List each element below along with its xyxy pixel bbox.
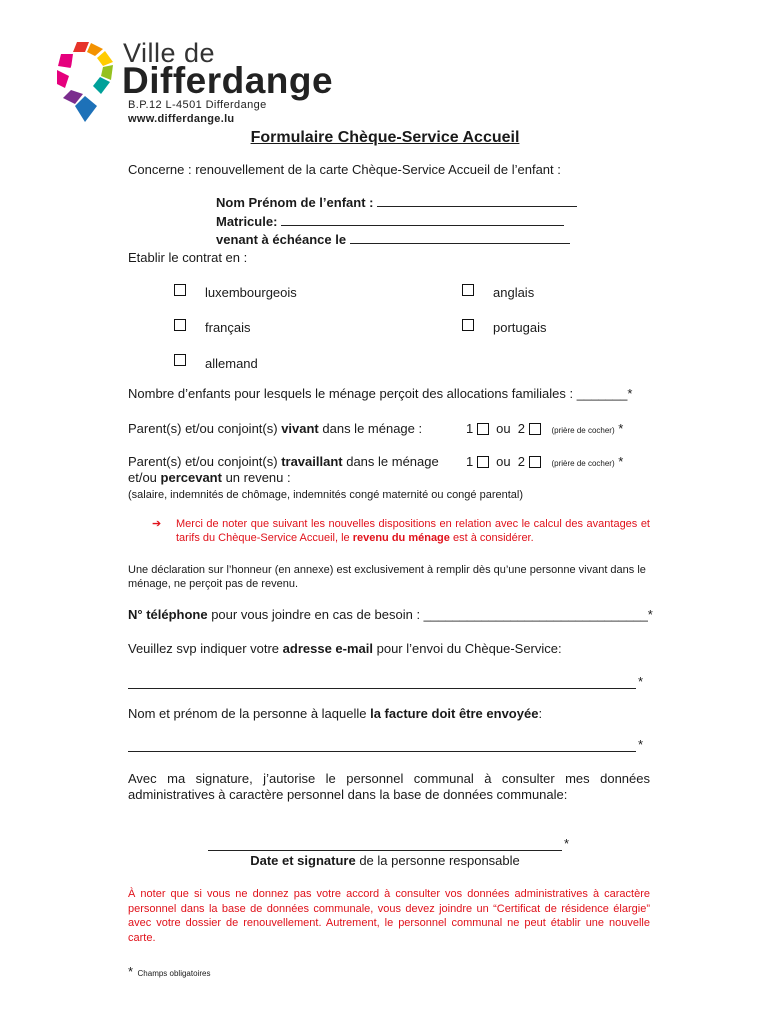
- child-name-row: [216, 194, 577, 211]
- living-or: ou: [496, 421, 511, 436]
- signature-bold: Date et signature: [250, 853, 356, 868]
- parents-working-choices: [466, 454, 623, 472]
- checkbox-luxembourgeois[interactable]: [174, 284, 186, 296]
- parents-living-pre: Parent(s) et/ou conjoint(s): [128, 421, 282, 436]
- concerne-text: Concerne : renouvellement de la carte Chèque-Service Accueil de l’enfant :: [128, 162, 561, 177]
- parents-working-bold: travaillant: [281, 454, 343, 469]
- address: B.P.12 L-4501 Differdange: [128, 99, 267, 111]
- signature-statement: Avec ma signature, j’autorise le personnel communal à consulter mes données administratives à caractère personnel dans la base de données communale:: [128, 771, 650, 802]
- echeance-row: [216, 231, 570, 248]
- brand-main: Differdange: [122, 60, 334, 101]
- invoice-label: [128, 706, 542, 722]
- child-name-field[interactable]: [377, 194, 577, 207]
- checkbox-francais[interactable]: [174, 319, 186, 331]
- notice-bold: revenu du ménage: [352, 532, 450, 544]
- checkbox-anglais[interactable]: [462, 284, 474, 296]
- email-label: [128, 641, 562, 657]
- living-star: *: [618, 421, 624, 436]
- invoice-pre: Nom et prénom de la personne à laquelle: [128, 706, 371, 721]
- child-name-label: Nom Prénom de l’enfant :: [216, 195, 374, 210]
- label-luxembourgeois: luxembourgeois: [205, 285, 297, 300]
- notice-arrow: ➔: [152, 518, 162, 530]
- parents-working-line2: [128, 470, 291, 486]
- living-one-label: 1: [466, 421, 474, 436]
- email-star: *: [638, 674, 644, 689]
- parents-living-choices: [466, 421, 623, 439]
- parents-living-label: [128, 421, 422, 437]
- notice-pre: Merci de noter que suivant les nouvelles dispositions en relation avec le calcul des avantages et tarifs du Chèque-Service Accueil, le: [176, 518, 650, 544]
- living-two-checkbox[interactable]: [529, 423, 541, 435]
- brand-small: Ville de: [123, 38, 216, 68]
- living-tick-hint: (prière de cocher): [551, 426, 615, 435]
- phone-text: pour vous joindre en cas de besoin : _______________________________*: [207, 607, 653, 622]
- working-one-label: 1: [466, 454, 474, 469]
- checkbox-allemand[interactable]: [174, 354, 186, 366]
- living-two-label: 2: [517, 421, 526, 436]
- parents-working-label: [128, 454, 439, 470]
- parents-working-pre: Parent(s) et/ou conjoint(s): [128, 454, 282, 469]
- children-count-text: Nombre d’enfants pour lesquels le ménage perçoit des allocations familiales : _______*: [128, 386, 633, 401]
- working-line2-bold: percevant: [160, 470, 222, 485]
- working-line2-pre: et/ou: [128, 470, 161, 485]
- phone-bold: N° téléphone: [128, 607, 208, 622]
- email-field[interactable]: [128, 676, 636, 689]
- working-or: ou: [496, 454, 511, 469]
- footnote-star: *: [128, 964, 134, 979]
- label-portugais: portugais: [493, 320, 547, 335]
- label-anglais: anglais: [493, 285, 535, 300]
- matricule-label: Matricule:: [216, 214, 278, 229]
- email-pre: Veuillez svp indiquer votre: [128, 641, 283, 656]
- signature-star: *: [564, 836, 570, 851]
- matricule-row: [216, 213, 564, 230]
- form-title: Formulaire Chèque-Service Accueil: [250, 129, 520, 146]
- notice-post: est à considérer.: [449, 532, 534, 544]
- matricule-field[interactable]: [281, 213, 564, 226]
- website: www.differdange.lu: [128, 113, 235, 125]
- checkbox-portugais[interactable]: [462, 319, 474, 331]
- email-post: pour l’envoi du Chèque-Service:: [373, 641, 562, 656]
- notice-text: [176, 517, 650, 545]
- echeance-field[interactable]: [350, 231, 570, 244]
- working-one-checkbox[interactable]: [477, 456, 489, 468]
- parents-living-post: dans le ménage :: [318, 421, 423, 436]
- contract-label: Etablir le contrat en :: [128, 250, 248, 265]
- echeance-label: venant à échéance le: [216, 232, 347, 247]
- signature-field[interactable]: [208, 838, 562, 851]
- working-two-label: 2: [517, 454, 526, 469]
- red-notice: À noter que si vous ne donnez pas votre accord à consulter vos données administratives à caractère personnel dans la base de données communale, vous devez joindre un “Certificat de résidence élargie” avec votre dossier de renouvellement. Autrement, le personnel communal ne peut établir une nouvelle carte.: [128, 888, 650, 944]
- footnote-text: Champs obligatoires: [137, 969, 211, 978]
- differdange-logo: [55, 40, 115, 125]
- parents-working-post: dans le ménage: [342, 454, 439, 469]
- label-francais: français: [205, 320, 251, 335]
- invoice-bold: la facture doit être envoyée: [370, 706, 539, 721]
- working-tick-hint: (prière de cocher): [551, 459, 615, 468]
- signature-post: de la personne responsable: [355, 853, 520, 868]
- living-one-checkbox[interactable]: [477, 423, 489, 435]
- email-bold: adresse e-mail: [282, 641, 373, 656]
- invoice-field[interactable]: [128, 739, 636, 752]
- declaration-text: Une déclaration sur l’honneur (en annexe) est exclusivement à remplir dès qu’une personne vivant dans le ménage, ne perçoit pas de revenu.: [128, 564, 646, 590]
- working-two-checkbox[interactable]: [529, 456, 541, 468]
- signature-caption: [0, 853, 770, 869]
- label-allemand: allemand: [205, 356, 258, 371]
- income-note: (salaire, indemnités de chômage, indemnités congé maternité ou congé parental): [128, 489, 524, 501]
- parents-living-bold: vivant: [281, 421, 319, 436]
- footnote: [128, 963, 210, 981]
- phone-row: [128, 607, 653, 623]
- working-line2-post: un revenu :: [221, 470, 291, 485]
- working-star: *: [618, 454, 624, 469]
- invoice-post: :: [538, 706, 543, 721]
- invoice-star: *: [638, 737, 644, 752]
